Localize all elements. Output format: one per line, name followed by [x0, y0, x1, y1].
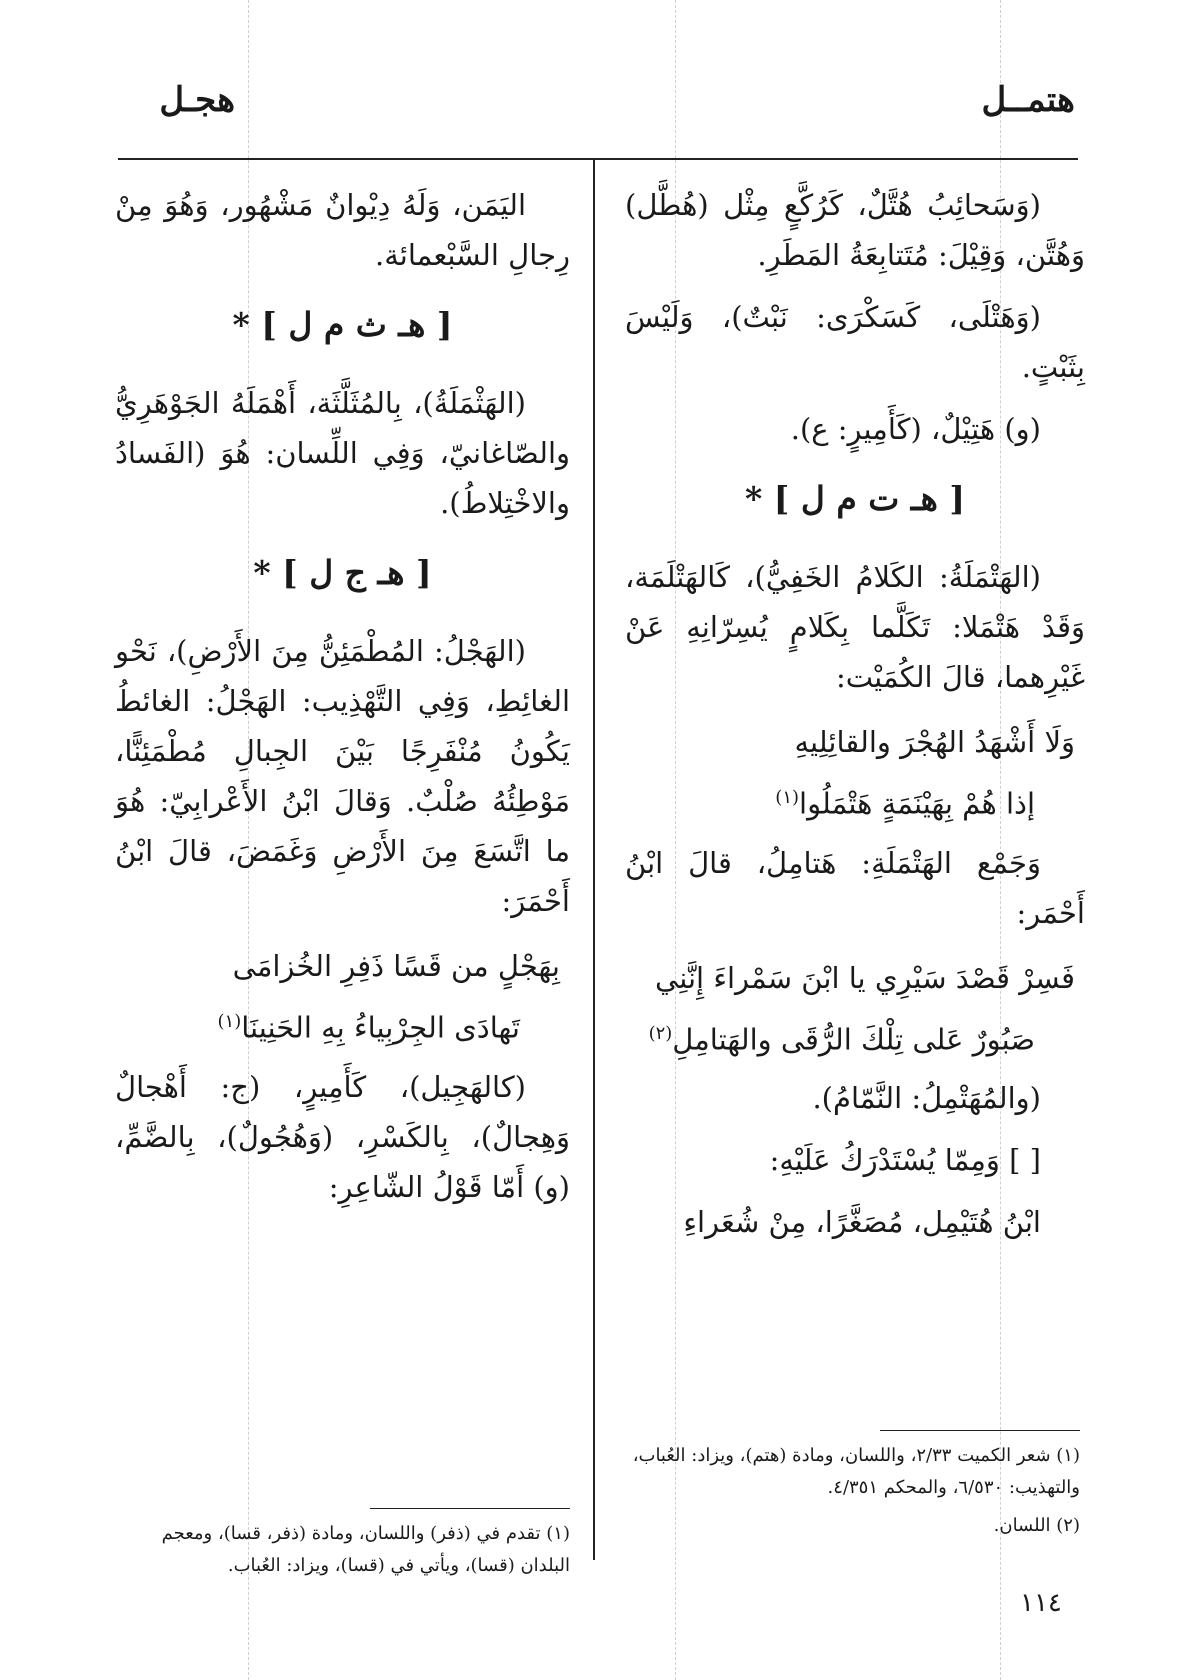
- verse-hemistich: وَلَا أَشْهَدُ الهُجْرَ والقائِلِيهِ: [794, 725, 1075, 759]
- running-head-left: هجـل: [159, 80, 235, 120]
- column-divider: [593, 160, 595, 1560]
- verse-text: صَبُورٌ عَلى تِلْكَ الرُّقَى والهَتامِلِ: [672, 1022, 1035, 1057]
- paragraph: (الهَجْلُ: المُطْمَئِنُّ مِنَ الأَرْضِ)، نَحْو الغائِطِ، وَفِي التَّهْذِيب: الهَجْلُ: الغائطُ يَكُونُ مُنْفَرِجًا بَيْنَ الجِبالِ مُطْمَئِنًّا، مَوْطِئُهُ صُلْبٌ. وَقالَ ابْنُ الأَعْرابِيّ: هُوَ ما اتَّسَعَ مِنَ الأَرْضِ وَغَمَضَ، قالَ ابْنُ أَحْمَرَ:: [115, 634, 570, 918]
- footnote-rule: [370, 1508, 570, 1509]
- entry-heading: [ هـ ث م ل ] *: [232, 305, 453, 344]
- paragraph: (الهَتْمَلَةُ: الكَلامُ الخَفِيُّ)، كَالهَتْلَمَة، وَقَدْ هَتْمَلا: تَكَلَّما بِكَلامٍ يُسِرّانِهِ عَنْ غَيْرِهما، قالَ الكُمَيْت:: [625, 560, 1085, 694]
- verse: [115, 938, 570, 1056]
- paragraph: (كالهَجِيل)، كَأَمِيرٍ، (ج: أَهْجالٌ وَهِجالٌ)، بِالكَسْرِ، (وَهُجُولٌ)، بِالضَّمِّ، (و) أَمّا قَوْلُ الشّاعِرِ:: [115, 1069, 570, 1204]
- paragraph: ابْنُ هُتَيْمِل، مُصَغَّرًا، مِنْ شُعَراءِ: [683, 1205, 1041, 1240]
- footnote-marker: (١): [775, 787, 800, 808]
- verse-hemistich: [625, 770, 1085, 832]
- entry-heading: [ هـ ت م ل ] *: [745, 479, 965, 518]
- paragraph: (والمُهَتْمِلُ: النَّمّامُ).: [812, 1081, 1041, 1116]
- paragraph: (و) هَتِيْلٌ، (كَأَمِيرٍ: ع).: [790, 412, 1041, 446]
- verse: [625, 714, 1085, 832]
- footnote-marker: (١): [217, 1011, 242, 1032]
- header-rule: [118, 158, 1078, 160]
- footnote: (٢) اللسان.: [993, 1515, 1080, 1536]
- left-column: [115, 180, 570, 1224]
- paragraph: (الهَثْمَلَةُ)، بِالمُثَلَّثَة، أَهْمَلَهُ الجَوْهَرِيُّ والصّاغانيّ، وَفِي اللِّسان: هُوَ (الفَسادُ والاخْتِلاطُ).: [115, 386, 570, 520]
- running-head-right: هتمــل: [981, 80, 1075, 120]
- footnote-marker: (٢): [648, 1022, 673, 1044]
- footnote: (١) شعر الكميت ٢/٣٣، واللسان، ومادة (هتم)، ويزاد: العُباب، والتهذيب: ٦/٥٣٠، والمحكم ٤/٣٥١.: [632, 1445, 1080, 1498]
- footnote-rule: [880, 1430, 1080, 1431]
- verse: [625, 950, 1085, 1068]
- verse-hemistich: [625, 1006, 1085, 1068]
- verse-text: إذا هُمْ بِهَيْنَمَةٍ هَتْمَلُوا: [799, 786, 1035, 821]
- paragraph: وَجَمْع الهَتْمَلَةِ: هَتامِلُ، قالَ ابْنُ أَحْمَر:: [625, 845, 1085, 930]
- paragraph: (وَسَحائِبُ هُتَّلٌ، كَرُكَّعٍ مِثْل (هُطَّل) وَهُتَّن، وَقِيْلَ: مُتَتابِعَةُ المَطَرِ.: [625, 188, 1085, 272]
- verse-hemistich: بِهَجْلٍ من قَسًا ذَفِرِ الخُزامَى: [232, 949, 560, 983]
- right-column: [625, 180, 1085, 1259]
- page-number: ١١٤: [1020, 1588, 1062, 1618]
- verse-text: تَهادَى الجِرْبِياءُ بِهِ الحَنِينَا: [241, 1010, 520, 1045]
- footnote: (١) تقدم في (ذفر) واللسان، ومادة (ذفر، قسا)، ومعجم البلدان (قسا)، ويأتي في (قسا)، ويزاد: العُباب.: [161, 1523, 570, 1576]
- entry-heading: [ هـ ج ل ] *: [253, 553, 432, 592]
- paragraph: (وَهَتْلَى، كَسَكْرَى: نَبْتٌ)، وَلَيْسَ بِثَبْتٍ.: [625, 300, 1085, 384]
- verse-hemistich: [115, 994, 570, 1056]
- paragraph: [ ] وَمِمّا يُسْتَدْرَكُ عَلَيْهِ:: [769, 1143, 1041, 1178]
- verse-hemistich: فَسِرْ قَصْدَ سَيْرِي يا ابْنَ سَمْراءَ إِنَّنِي: [655, 960, 1075, 995]
- paragraph: اليَمَن، وَلَهُ دِيْوانٌ مَشْهُور، وَهُوَ مِنْ رِجالِ السَّبْعمائة.: [115, 188, 570, 272]
